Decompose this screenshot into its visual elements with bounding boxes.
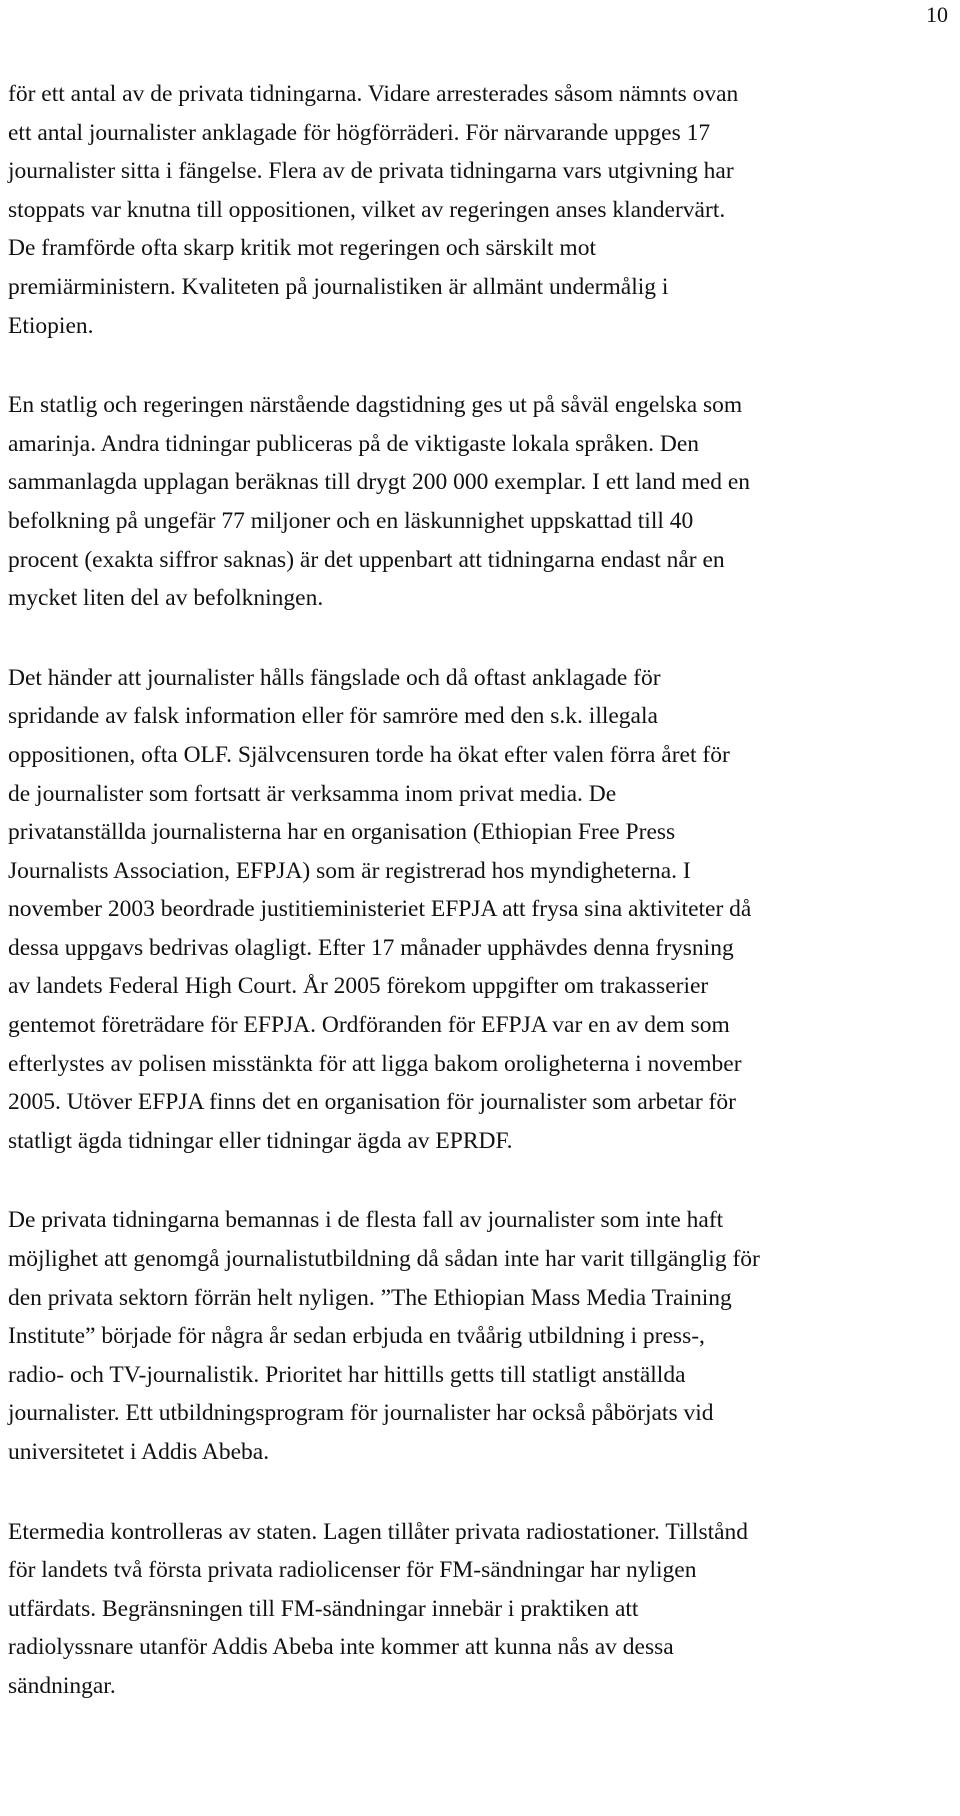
text-line: sammanlagda upplagan beräknas till drygt 200 000 exemplar. I ett land med en bbox=[8, 469, 750, 496]
text-line: procent (exakta siffror saknas) är det uppenbart att tidningarna endast når en bbox=[8, 546, 725, 573]
text-line: de journalister som fortsatt är verksamma inom privat media. De bbox=[8, 780, 617, 807]
text-line: Institute” började för några år sedan erbjuda en tvåårig utbildning i press-, bbox=[8, 1323, 705, 1350]
text-line: Journalists Association, EFPJA) som är registrerad hos myndigheterna. I bbox=[8, 857, 691, 884]
text-line: journalister. Ett utbildningsprogram för journalister har också påbörjats vid bbox=[8, 1400, 714, 1427]
text-line: efterlystes av polisen misstänkta för att ligga bakom oroligheterna i november bbox=[8, 1050, 742, 1077]
text-line: stoppats var knutna till oppositionen, vilket av regeringen anses klandervärt. bbox=[8, 196, 726, 223]
text-line: Det händer att journalister hålls fängslade och då oftast anklagade för bbox=[8, 664, 661, 691]
text-line: statligt ägda tidningar eller tidningar ägda av EPRDF. bbox=[8, 1127, 513, 1154]
text-line: ett antal journalister anklagade för högförräderi. För närvarande uppges 17 bbox=[8, 119, 711, 146]
text-line: journalister sitta i fängelse. Flera av de privata tidningarna vars utgivning har bbox=[8, 158, 734, 185]
text-line: En statlig och regeringen närstående dagstidning ges ut på såväl engelska som bbox=[8, 392, 743, 419]
paragraph-2 bbox=[8, 386, 943, 618]
text-line: för landets två första privata radiolicenser för FM-sändningar har nyligen bbox=[8, 1557, 697, 1584]
text-line: november 2003 beordrade justitieministeriet EFPJA att frysa sina aktiviteter då bbox=[8, 896, 752, 923]
paragraph-1 bbox=[8, 75, 943, 345]
text-line: utfärdats. Begränsningen till FM-sändningar innebär i praktiken att bbox=[8, 1595, 639, 1622]
paragraph-4 bbox=[8, 1201, 943, 1471]
text-line: sändningar. bbox=[8, 1672, 116, 1699]
text-line: radio- och TV-journalistik. Prioritet har hittills getts till statligt anställda bbox=[8, 1361, 686, 1388]
text-line: dessa uppgavs bedrivas olagligt. Efter 17 månader upphävdes denna frysning bbox=[8, 934, 734, 961]
text-line: premiärministern. Kvaliteten på journalistiken är allmänt undermålig i bbox=[8, 273, 669, 300]
text-line: spridande av falsk information eller för samröre med den s.k. illegala bbox=[8, 703, 658, 730]
paragraph-3 bbox=[8, 659, 943, 1161]
text-line: amarinja. Andra tidningar publiceras på de viktigaste lokala språken. Den bbox=[8, 430, 700, 457]
text-line: gentemot företrädare för EFPJA. Ordföranden för EFPJA var en av dem som bbox=[8, 1012, 730, 1039]
text-line: radiolyssnare utanför Addis Abeba inte kommer att kunna nås av dessa bbox=[8, 1634, 674, 1661]
text-line: 2005. Utöver EFPJA finns det en organisation för journalister som arbetar för bbox=[8, 1089, 736, 1116]
text-line: privatanställda journalisterna har en organisation (Ethiopian Free Press bbox=[8, 819, 676, 846]
paragraph-5 bbox=[8, 1513, 943, 1706]
page-number: 10 bbox=[926, 2, 948, 27]
text-line: De privata tidningarna bemannas i de flesta fall av journalister som inte haft bbox=[8, 1207, 724, 1234]
document-body bbox=[8, 75, 943, 1747]
text-line: av landets Federal High Court. År 2005 förekom uppgifter om trakasserier bbox=[8, 973, 709, 1000]
text-line: De framförde ofta skarp kritik mot regeringen och särskilt mot bbox=[8, 235, 596, 262]
text-line: för ett antal av de privata tidningarna. Vidare arresterades såsom nämnts ovan bbox=[8, 81, 739, 107]
text-line: mycket liten del av befolkningen. bbox=[8, 585, 324, 612]
text-line: den privata sektorn förrän helt nyligen. ”The Ethiopian Mass Media Training bbox=[8, 1284, 732, 1311]
text-line: befolkning på ungefär 77 miljoner och en läskunnighet uppskattad till 40 bbox=[8, 507, 694, 534]
text-line: oppositionen, ofta OLF. Självcensuren torde ha ökat efter valen förra året för bbox=[8, 741, 730, 768]
text-line: universitetet i Addis Abeba. bbox=[8, 1439, 270, 1465]
text-line: Etiopien. bbox=[8, 312, 94, 339]
text-line: Etermedia kontrolleras av staten. Lagen tillåter privata radiostationer. Tillstånd bbox=[8, 1518, 749, 1545]
text-line: möjlighet att genomgå journalistutbildning då sådan inte har varit tillgänglig för bbox=[8, 1246, 760, 1273]
